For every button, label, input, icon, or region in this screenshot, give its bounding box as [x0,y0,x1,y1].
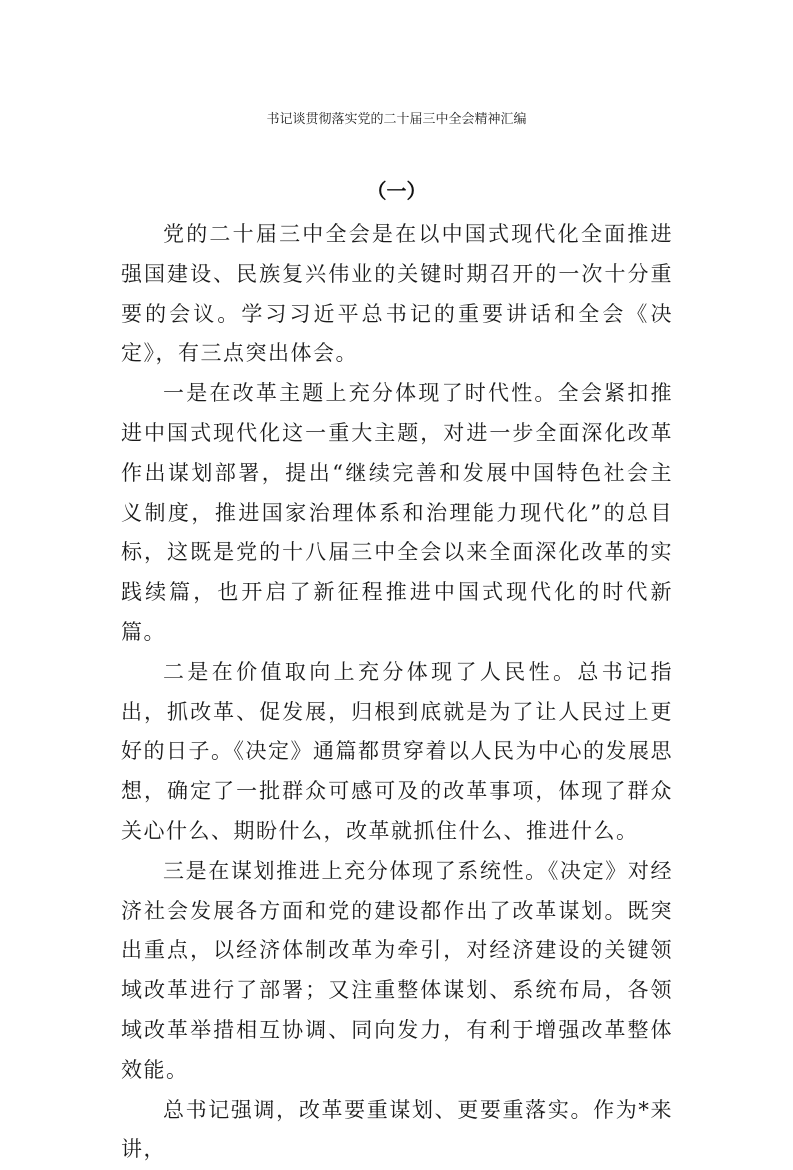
paragraph-intro: 党的二十届三中全会是在以中国式现代化全面推进强国建设、民族复兴伟业的关键时期召开的一次十分重要的会议。学习习近平总书记的重要讲话和全会《决定》，有三点突出体会。 [121,222,673,366]
paragraph-point-three: 三是在谋划推进上充分体现了系统性。《决定》对经济社会发展各方面和党的建设都作出了改革谋划。既突出重点，以经济体制改革为牵引，对经济建设的关键领域改革进行了部署；又注重整体谋划、系统布局，各领域改革举措相互协调、同向发力，有利于增强改革整体效能。 [121,858,673,1082]
body-text [121,215,673,1170]
section-title: （一） [366,179,427,203]
paragraph-conclusion: 总书记强调，改革要重谋划、更要重落实。作为*来讲， [121,1097,673,1162]
paragraph-point-one: 一是在改革主题上充分体现了时代性。全会紧扣推进中国式现代化这一重大主题，对进一步全面深化改革作出谋划部署，提出“继续完善和发展中国特色社会主义制度，推进国家治理体系和治理能力现代化”的总目标，这既是党的十八届三中全会以来全面深化改革的实践续篇，也开启了新征程推进中国式现代化的时代新篇。 [121,381,673,644]
paragraph-point-two: 二是在价值取向上充分体现了人民性。总书记指出，抓改革、促发展，归根到底就是为了让人民过上更好的日子。《决定》通篇都贯穿着以人民为中心的发展思想，确定了一批群众可感可及的改革事项，体现了群众关心什么、期盼什么，改革就抓住什么、推进什么。 [121,659,673,843]
running-header: 书记谈贯彻落实党的二十届三中全会精神汇编 [266,112,527,127]
